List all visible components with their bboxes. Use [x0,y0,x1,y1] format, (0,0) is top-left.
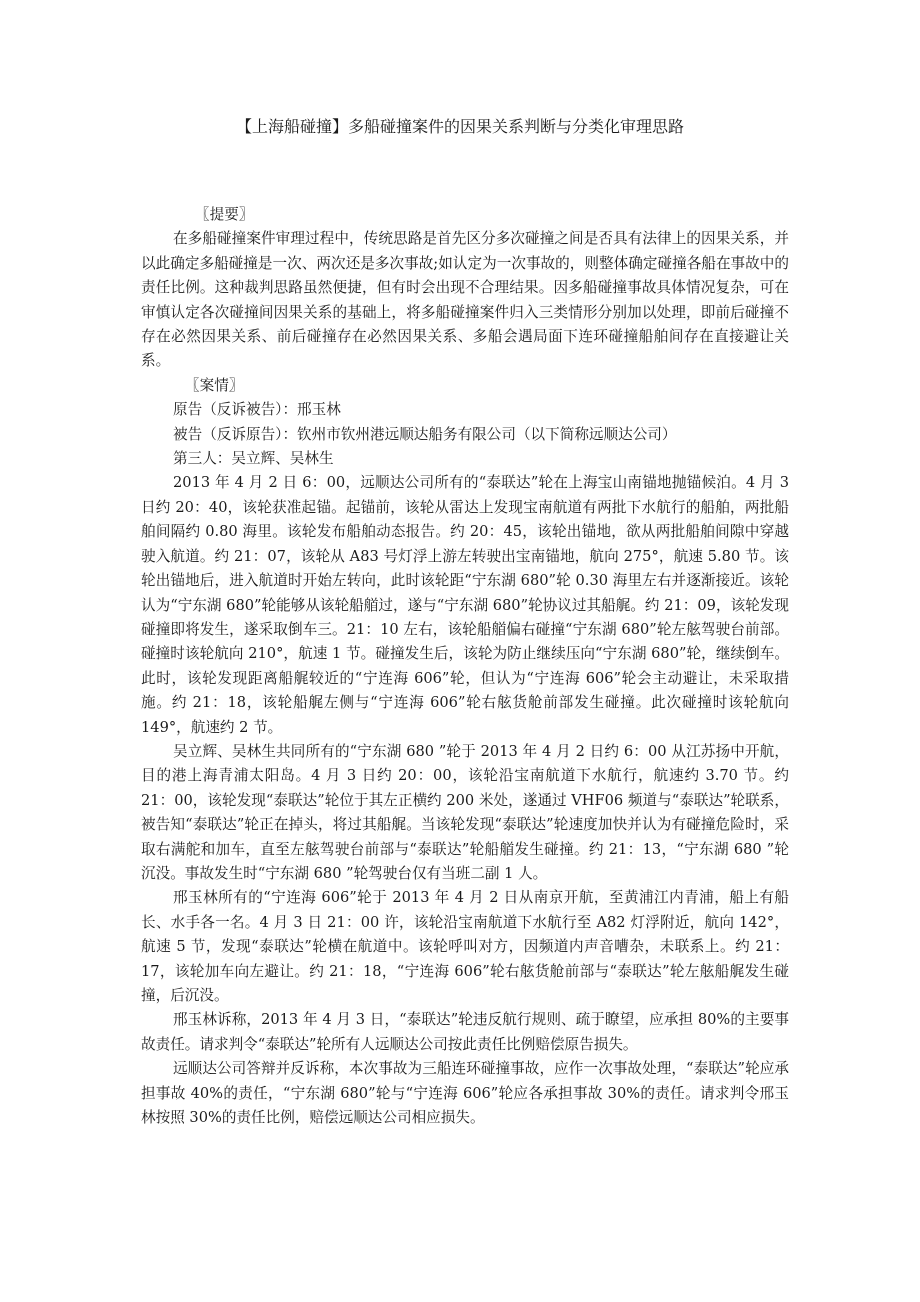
case-paragraph: 吴立辉、吴林生共同所有的“宁东湖 680 ”轮于 2013 年 4 月 2 日约 6：00 从江苏扬中开航，目的港上海青浦太阳岛。4 月 3 日约 20：00，该轮沿宝南航道下水航行，航速约 3.70 节。约 21：00，该轮发现“泰联达”轮位于其左正横约 200 米处，遂通过 VHF06 频道与“泰联达”轮联系，被告知“泰联达”轮正在掉头，将过其船艉。当该轮发现“泰联达”轮速度加快并认为有碰撞危险时，采取右满舵和加车，直至左舷驾驶台前部与“泰联达”轮船艏发生碰撞。约 21：13，“宁东湖 680 ”轮沉没。事故发生时“宁东湖 680 ”轮驾驶台仅有当班二副 1 人。 [141,742,789,882]
case-paragraph: 2013 年 4 月 2 日 6：00，远顺达公司所有的“泰联达”轮在上海宝山南锚地抛锚候泊。4 月 3 日约 20：40，该轮获准起锚。起锚前，该轮从雷达上发现宝南航道有两批下水航行的船舶，两批船舶间隔约 0.80 海里。该轮发布船舶动态报告。约 20：45，该轮出锚地，欲从两批船舶间隙中穿越驶入航道。约 21：07，该轮从 A83 号灯浮上游左转驶出宝南锚地，航向 275°，航速 5.80 节。该轮出锚地后，进入航道时开始左转向，此时该轮距“宁东湖 680”轮 0.30 海里左右并逐渐接近。该轮认为“宁东湖 680”轮能够从该轮船艏过，遂与“宁东湖 680”轮协议过其船艉。约 21：09，该轮发现碰撞即将发生，遂采取倒车三。21：10 左右，该轮船艏偏右碰撞“宁东湖 680”轮左舷驾驶台前部。碰撞时该轮航向 210°，航速 1 节。碰撞发生后，该轮为防止继续压向“宁东湖 680”轮，继续倒车。此时，该轮发现距离船艉较近的“宁连海 606”轮，但认为“宁连海 606”轮会主动避让，未采取措施。约 21：18，该轮船艉左侧与“宁连海 606”轮右舷货舱前部发生碰撞。此次碰撞时该轮航向 149°，航速约 2 节。 [141,474,789,736]
case-paragraph: 远顺达公司答辩并反诉称，本次事故为三船连环碰撞事故，应作一次事故处理，“泰联达”轮应承担事故 40%的责任，“宁东湖 680”轮与“宁连海 606”轮应各承担事故 30%的责任。请求判令邢玉林按照 30%的责任比例，赔偿远顺达公司相应损失。 [141,1060,789,1127]
plaintiff-line: 原告（反诉被告）：邢玉林 [173,401,341,419]
document-title: 【上海船碰撞】多船碰撞案件的因果关系判断与分类化审理思路 [235,117,684,136]
summary-paragraph: 在多船碰撞案件审理过程中，传统思路是首先区分多次碰撞之间是否具有法律上的因果关系，并以此确定多船碰撞是一次、两次还是多次事故;如认定为一次事故的，则整体确定碰撞各船在事故中的责任比例。这种裁判思路虽然便捷，但有时会出现不合理结果。因多船碰撞事故具体情况复杂，可在审慎认定各次碰撞间因果关系的基础上，将多船碰撞案件归入三类情形分别加以处理，即前后碰撞不存在必然因果关系、前后碰撞存在必然因果关系、多船会遇局面下连环碰撞船舶间存在直接避让关系。 [141,230,789,370]
case-heading: 〖案情〗 [185,376,244,394]
case-paragraph: 邢玉林所有的“宁连海 606”轮于 2013 年 4 月 2 日从南京开航，至黄浦江内青浦，船上有船长、水手各一名。4 月 3 日 21：00 许，该轮沿宝南航道下水航行至 A82 灯浮附近，航向 142°，航速 5 节，发现“泰联达”轮横在航道中。该轮呼叫对方，因频道内声音嘈杂，未联系上。约 21：17，该轮加车向左避让。约 21：18，“宁连海 606”轮右舷货舱前部与“泰联达”轮左舷船艉发生碰撞，后沉没。 [141,889,789,1004]
third-party-line: 第三人：吴立辉、吴林生 [173,450,334,468]
case-paragraph: 邢玉林诉称，2013 年 4 月 3 日，“泰联达”轮违反航行规则、疏于瞭望，应承担 80%的主要事故责任。请求判令“泰联达”轮所有人远顺达公司按此责任比例赔偿原告损失。 [141,1011,789,1053]
defendant-line: 被告（反诉原告）：钦州市钦州港远顺达船务有限公司（以下简称远顺达公司） [173,425,677,443]
document-body [141,203,789,1130]
summary-heading: 〖提要〗 [195,206,254,223]
